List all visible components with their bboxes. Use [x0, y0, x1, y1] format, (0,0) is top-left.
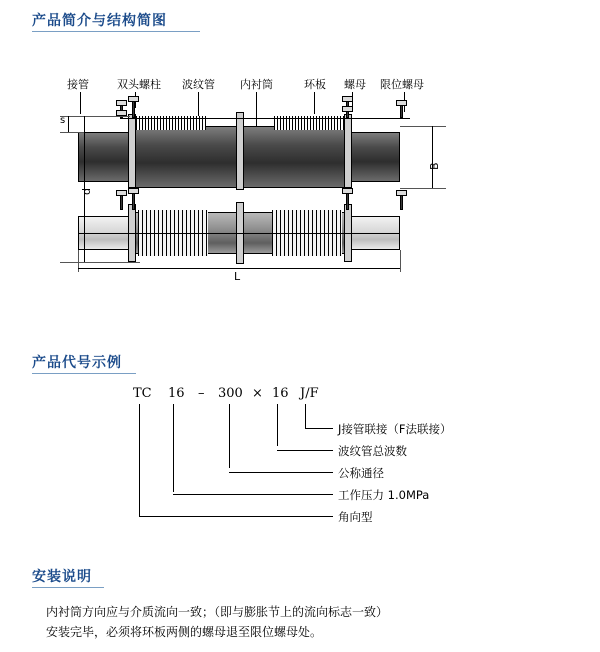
- label-part-luomu: 螺母: [344, 78, 366, 91]
- label-part-jieguan: 接管: [67, 78, 89, 91]
- dimension-L: L: [234, 270, 241, 283]
- install-note-2: 安装完毕，必须将环板两侧的螺母退至限位螺母处。: [46, 625, 323, 639]
- structure-diagram: [60, 70, 540, 285]
- section-title-install: 安装说明: [32, 569, 92, 585]
- code-token-joint: J/F: [300, 386, 319, 401]
- code-desc-diameter: 公称通径: [338, 466, 384, 480]
- dimension-d: d: [80, 188, 93, 195]
- code-desc-joint: J接管联接（F法联接）: [338, 422, 452, 436]
- dimension-B: B: [428, 162, 441, 170]
- section-rule-overview: [32, 31, 200, 32]
- section-rule-install: [32, 587, 104, 588]
- dimension-s: s: [60, 115, 66, 126]
- label-part-bowenguan: 波纹管: [182, 78, 215, 91]
- code-token-dash: –: [198, 386, 205, 401]
- code-desc-type: 角向型: [338, 510, 373, 524]
- code-token-type: TC: [133, 386, 152, 401]
- section-rule-code: [32, 373, 136, 374]
- code-desc-waves: 波纹管总波数: [338, 444, 407, 458]
- code-token-times: ×: [252, 386, 263, 401]
- section-title-code: 产品代号示例: [32, 355, 122, 371]
- label-part-neichentong: 内衬筒: [240, 78, 273, 91]
- label-part-shuangtouluozhu: 双头螺柱: [117, 78, 161, 91]
- section-title-overview: 产品简介与结构简图: [32, 13, 167, 29]
- code-token-pressure: 16: [168, 386, 185, 401]
- install-note-1: 内衬筒方向应与介质流向一致；（即与膨胀节上的流向标志一致）: [46, 605, 389, 619]
- code-token-diameter: 300: [218, 386, 243, 401]
- code-desc-pressure: 工作压力 1.0MPa: [338, 488, 430, 502]
- label-part-huanban: 环板: [304, 78, 326, 91]
- label-part-xianweiluomu: 限位螺母: [380, 78, 424, 91]
- code-token-waves: 16: [272, 386, 289, 401]
